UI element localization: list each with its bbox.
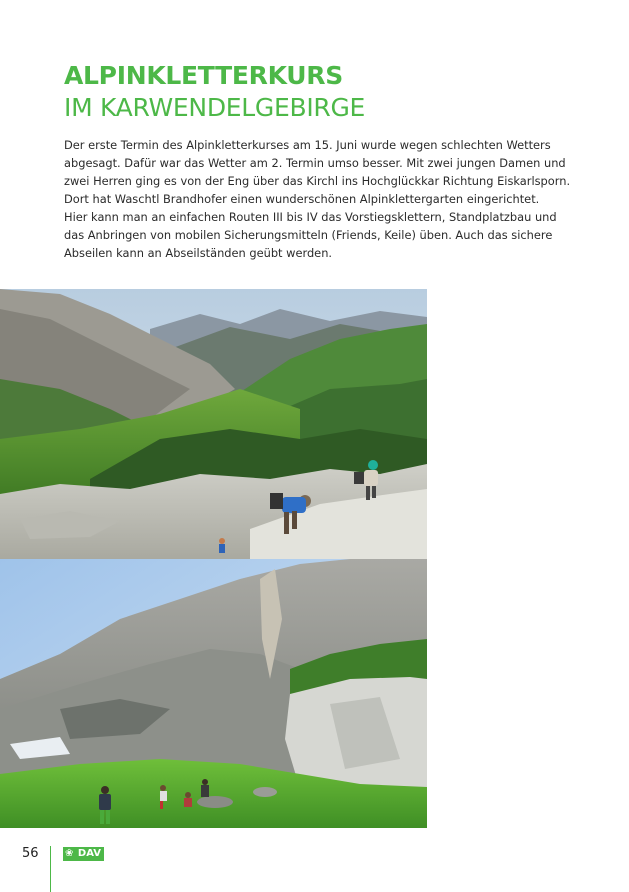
dav-logo bbox=[63, 847, 104, 861]
article-title bbox=[64, 60, 584, 124]
body-line: zwei Herren ging es von der Eng über das Kirchl ins Hochglückkar Richtung Eiskarlsporn. bbox=[64, 174, 571, 188]
photo-climbing-wall-meadow bbox=[0, 559, 427, 828]
title-line-2: IM KARWENDELGEBIRGE bbox=[64, 93, 366, 122]
body-line: abgesagt. Dafür war das Wetter am 2. Termin umso besser. Mit zwei jungen Damen und bbox=[64, 156, 566, 170]
body-line: Der erste Termin des Alpinkletterkurses am 15. Juni wurde wegen schlechten Wetters bbox=[64, 138, 551, 152]
edelweiss-icon: ❀ bbox=[65, 848, 74, 859]
body-line: das Anbringen von mobilen Sicherungsmitteln (Friends, Keile) üben. Auch das sichere bbox=[64, 228, 553, 242]
title-line-1: ALPINKLETTERKURS bbox=[64, 61, 343, 90]
footer-divider bbox=[50, 846, 51, 892]
body-line: Abseilen kann an Abseilständen geübt werden. bbox=[64, 246, 333, 260]
page-number: 56 bbox=[22, 846, 39, 861]
body-line: Hier kann man an einfachen Routen III bis IV das Vorstiegsklettern, Standplatzbau und bbox=[64, 210, 557, 224]
article-body bbox=[64, 136, 571, 262]
photo-climbers-valley bbox=[0, 289, 427, 559]
body-line: Dort hat Waschtl Brandhofer einen wunderschönen Alpinklettergarten eingerichtet. bbox=[64, 192, 540, 206]
dav-logo-text: DAV bbox=[77, 848, 101, 859]
